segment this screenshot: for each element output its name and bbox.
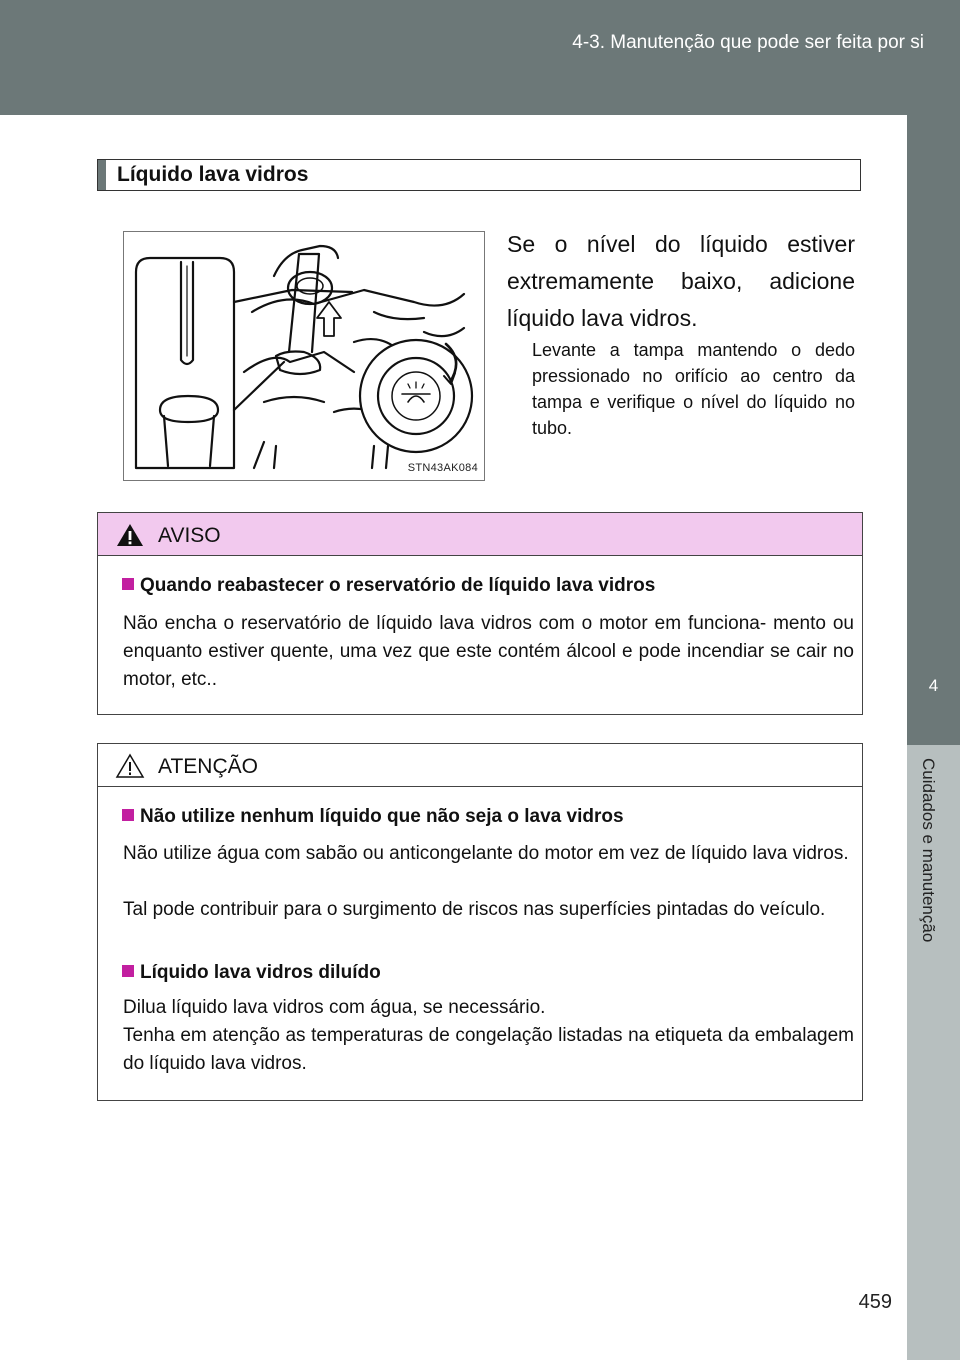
warning-item-text: Não encha o reservatório de líquido lava vidros com o motor em funciona- mento ou enquanto estiver quente, uma vez que este contém álcool e pode incendiar se cair no motor, etc.. [123,613,854,690]
caution-item-text: Dilua líquido lava vidros com água, se necessário. [123,997,546,1018]
caution-item-text: Tenha em atenção as temperaturas de congelação listadas na etiqueta da embalagem do líquido lava vidros. [123,1025,854,1074]
caution-item-heading: Não utilize nenhum líquido que não seja o lava vidros [122,806,624,828]
section-heading [97,159,861,191]
caution-item-text: Tal pode contribuir para o surgimento de riscos nas superfícies pintadas do veículo. [123,899,826,920]
caution-title: ATENÇÃO [158,755,258,778]
bullet-square-icon [122,578,134,590]
warning-item-heading: Quando reabastecer o reservatório de líquido lava vidros [122,575,655,597]
caution-box [97,743,863,1101]
intro-text: Se o nível do líquido estiver extremamente baixo, adicione líquido lava vidros. [507,231,855,331]
warning-triangle-icon [115,522,145,548]
figure-code: STN43AK084 [407,462,478,474]
warning-title: AVISO [158,524,221,547]
header-band [0,0,960,115]
bullet-square-icon [122,965,134,977]
heading-accent-bar [98,160,106,190]
chapter-number: 4 [928,676,939,695]
caution-item-text: Não utilize água com sabão ou anticongelante do motor em vez de líquido lava vidros. [123,843,849,864]
washer-reservoir-illustration [123,231,485,481]
warning-header [98,513,862,556]
warning-box [97,512,863,715]
caution-triangle-icon [115,753,145,779]
chapter-title: Cuidados e manutenção [919,758,938,943]
caution-header [98,744,862,787]
chapter-tab [907,115,960,745]
bullet-square-icon [122,809,134,821]
section-title: Líquido lava vidros [117,163,309,186]
page-number: 459 [858,1291,892,1313]
caution-item-heading: Líquido lava vidros diluído [122,962,381,984]
step-text: Levante a tampa mantendo o dedo pressionado no orifício ao centro da tampa e verifique o nível do líquido no tubo. [532,340,855,438]
section-path: 4-3. Manutenção que pode ser feita por si [572,32,924,53]
reservoir-drawing [124,232,484,480]
